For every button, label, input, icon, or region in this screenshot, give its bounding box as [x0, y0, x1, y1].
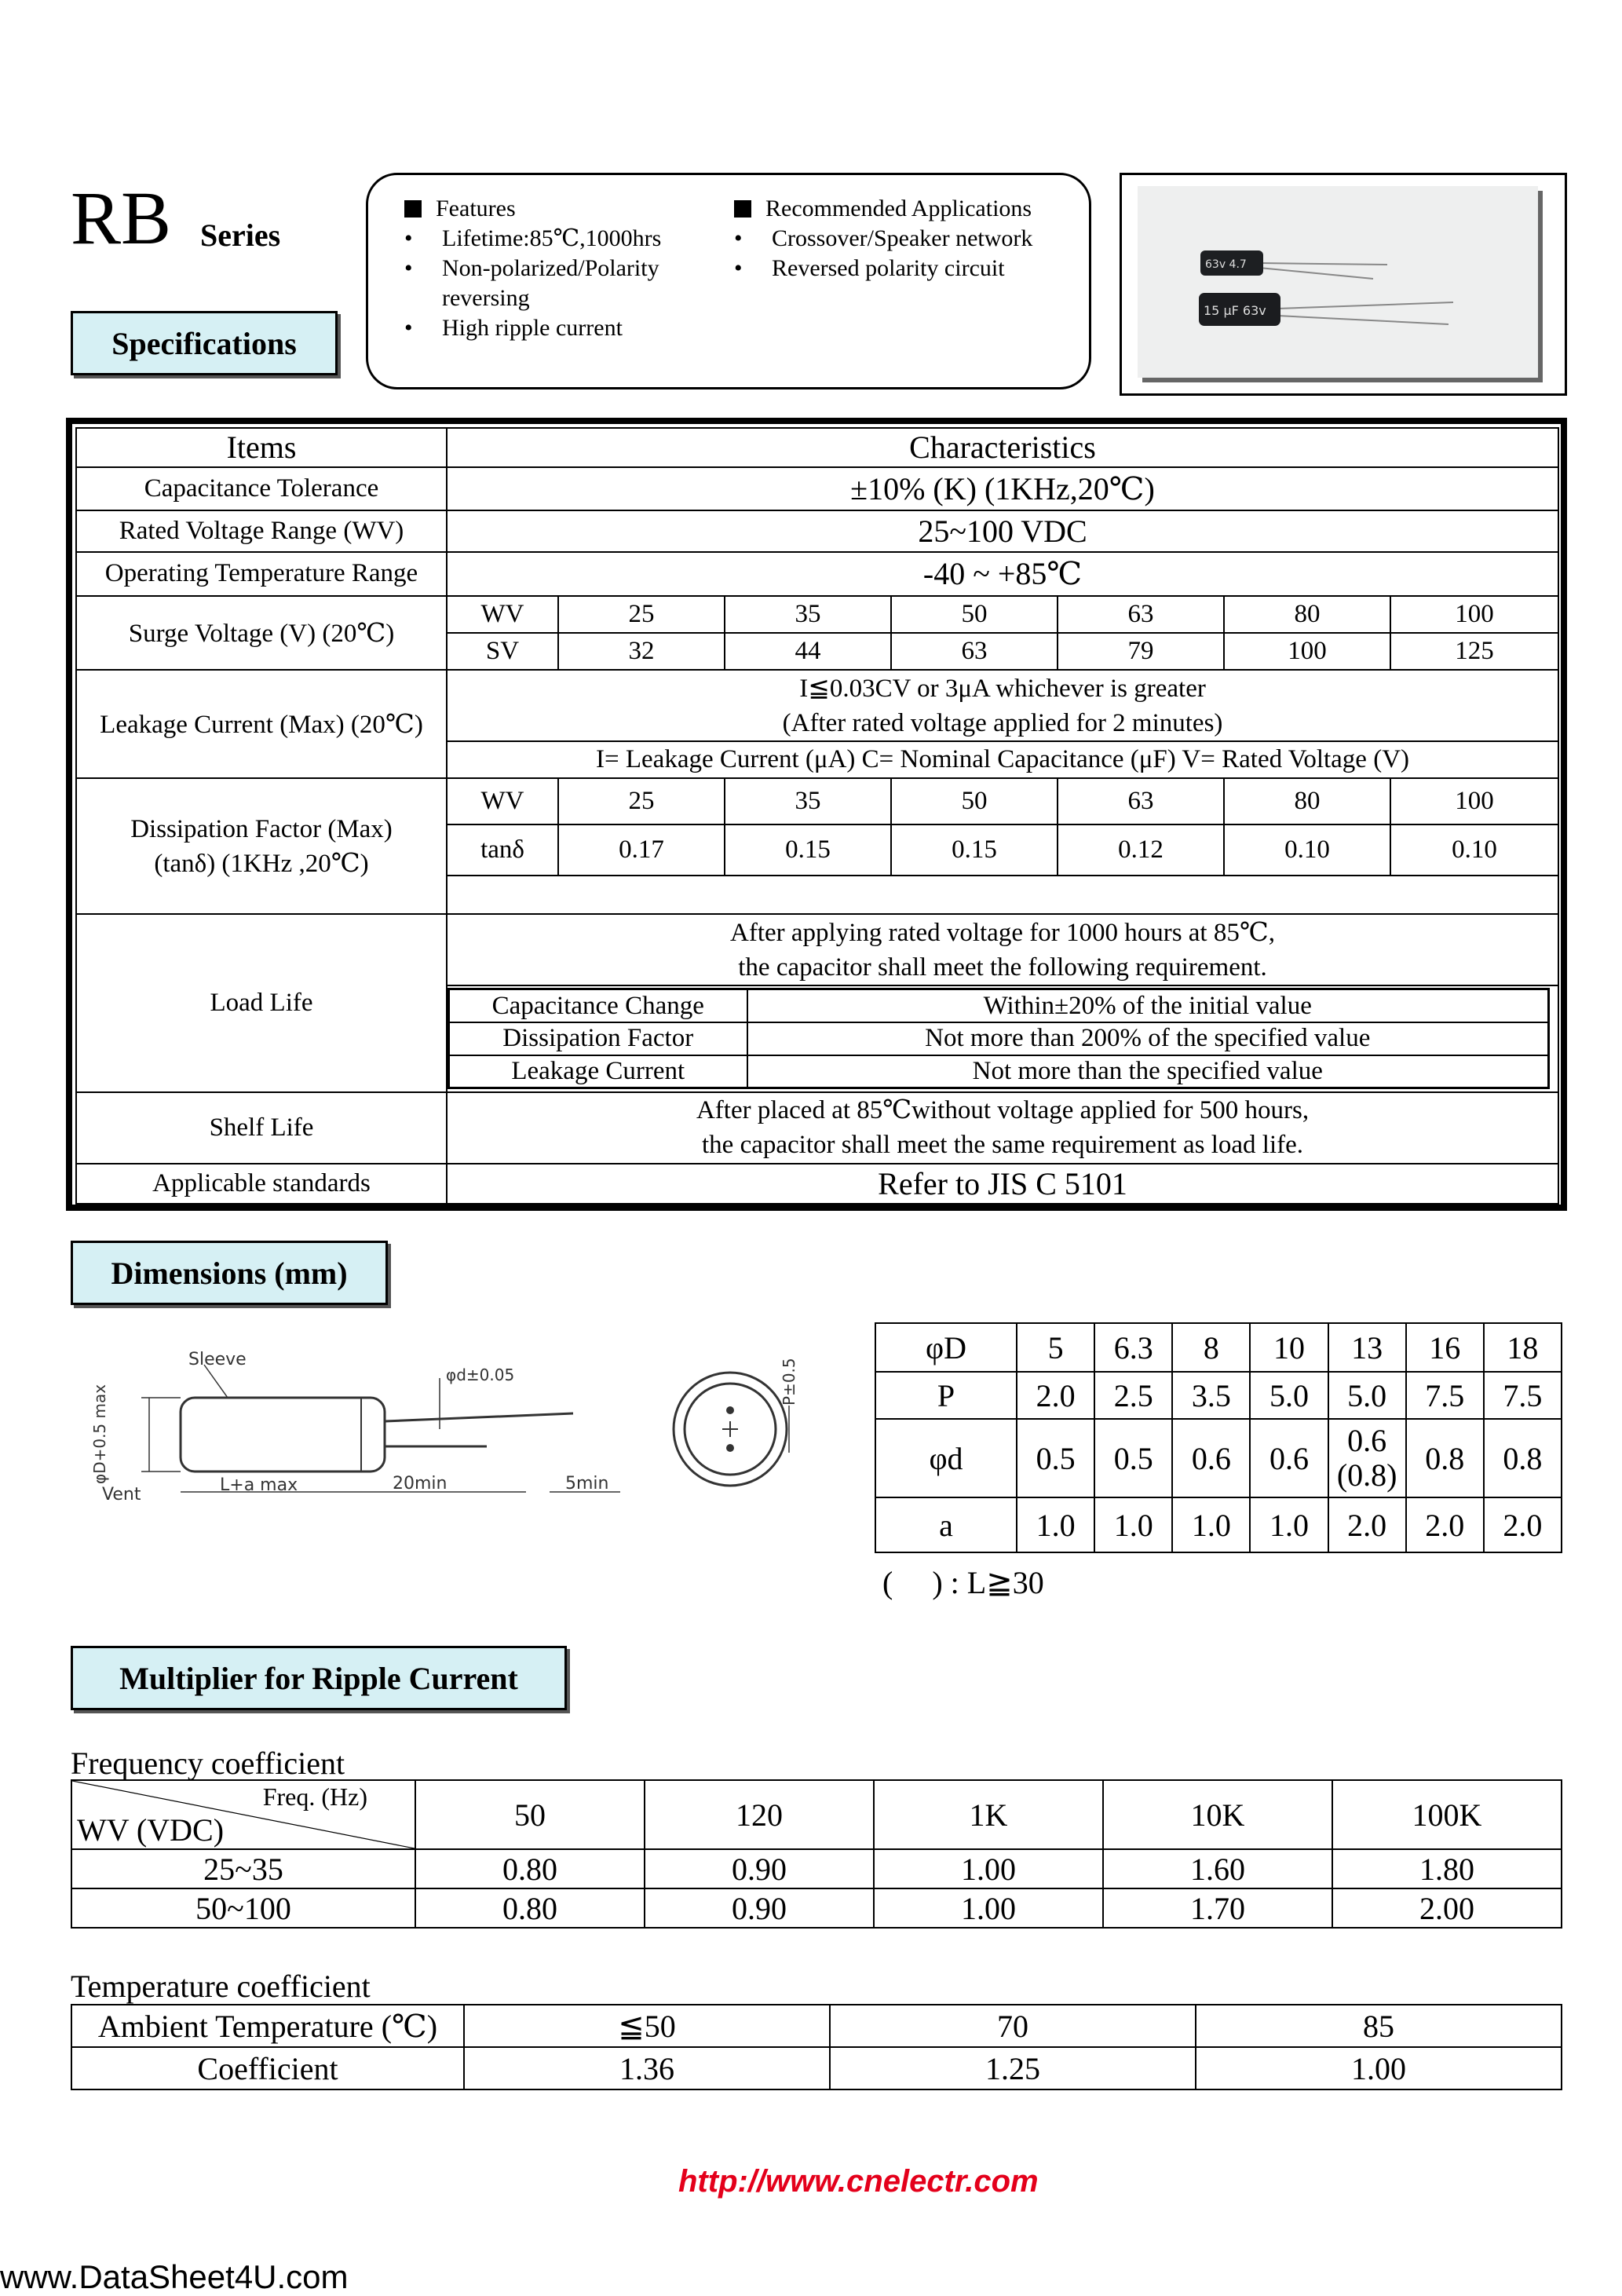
col-characteristics: Characteristics [447, 428, 1558, 467]
dim-cell: 6.3 [1094, 1323, 1172, 1372]
application-item: Reversed polarity circuit [772, 255, 1005, 281]
df-tan: 0.12 [1058, 824, 1224, 876]
specifications-title: Specifications [71, 311, 338, 375]
features-box [366, 173, 1091, 389]
freq-cell: 0.80 [415, 1849, 645, 1888]
svg-text:15 μF 63v: 15 μF 63v [1204, 303, 1266, 318]
dim-cell: 2.5 [1094, 1372, 1172, 1419]
feature-item: Lifetime:85℃,1000hrs [442, 225, 662, 251]
square-bullet-icon [734, 200, 751, 218]
df-wv: 50 [891, 778, 1058, 824]
df-label2: (tanδ) (1KHz ,20℃) [154, 849, 369, 878]
freq-corner-cell [71, 1780, 415, 1849]
dim-cell: 7.5 [1484, 1372, 1562, 1419]
freq-header: 50 [415, 1780, 645, 1849]
feature-item: Non-polarized/Polarity [442, 255, 659, 281]
dim-cell-alt: (0.8) [1336, 1457, 1397, 1493]
features-heading: Features [436, 196, 516, 221]
application-item: Crossover/Speaker network [772, 225, 1033, 251]
temp-header: 70 [830, 2005, 1196, 2047]
lead-min-label: 20min [393, 1474, 448, 1493]
temp-header-label: Ambient Temperature (℃) [71, 2005, 464, 2047]
applications-heading: Recommended Applications [765, 196, 1032, 221]
df-blank-row [447, 876, 1558, 914]
df-tan: 0.10 [1390, 824, 1558, 876]
freq-corner-top: Freq. (Hz) [262, 1782, 367, 1811]
dim-cell: 0.6 [1250, 1419, 1328, 1497]
dim-header-a: a [875, 1497, 1017, 1552]
temp-header: ≦50 [464, 2005, 830, 2047]
voltage-label: Rated Voltage Range (WV) [76, 510, 447, 552]
surge-wv: 80 [1224, 596, 1390, 633]
coef-cell: 1.25 [830, 2047, 1196, 2089]
dim-cell-main: 0.6 [1347, 1423, 1387, 1458]
freq-header: 1K [874, 1780, 1103, 1849]
dim-cell: 0.8 [1406, 1419, 1484, 1497]
df-wv: 80 [1224, 778, 1390, 824]
coef-cell: 1.00 [1196, 2047, 1562, 2089]
dim-cell: 10 [1250, 1323, 1328, 1372]
freq-cell: 0.80 [415, 1888, 645, 1928]
series-code: RB [71, 176, 172, 260]
square-bullet-icon [404, 200, 422, 218]
leak-label: Leakage Current (Max) (20℃) [76, 670, 447, 778]
df-tan: 0.17 [558, 824, 725, 876]
lead-dia-label: φd±0.05 [446, 1366, 515, 1384]
load-line2: the capacitor shall meet the following requirement. [738, 952, 1267, 982]
dim-cell: 13 [1328, 1323, 1406, 1372]
cap-tol-value: ±10% (K) (1KHz,20℃) [447, 467, 1558, 510]
surge-wv: 25 [558, 596, 725, 633]
dim-header-phiD: φD [875, 1323, 1017, 1372]
leak-line1: I≦0.03CV or 3μA whichever is greater [799, 674, 1206, 703]
dim-cell: 5 [1017, 1323, 1094, 1372]
freq-header: 100K [1332, 1780, 1562, 1849]
surge-sv: 79 [1058, 633, 1224, 670]
series-word: Series [200, 218, 281, 253]
freq-table [71, 1779, 1562, 1929]
temp-table [71, 2004, 1562, 2090]
dim-cell: 18 [1484, 1323, 1562, 1372]
dim-cell: 3.5 [1172, 1372, 1250, 1419]
dim-cell: 0.5 [1017, 1419, 1094, 1497]
df-wv: 35 [725, 778, 891, 824]
freq-caption: Frequency coefficient [71, 1746, 345, 1781]
df-wv: 63 [1058, 778, 1224, 824]
freq-cell: 0.90 [645, 1849, 874, 1888]
load-req: Not more than the specified value [747, 1055, 1549, 1088]
df-label1: Dissipation Factor (Max) [130, 814, 393, 843]
surge-wv-label: WV [447, 596, 558, 633]
dim-cell: 1.0 [1094, 1497, 1172, 1552]
dim-header-phid: φd [875, 1419, 1017, 1497]
freq-cell: 0.90 [645, 1888, 874, 1928]
dim-header-P: P [875, 1372, 1017, 1419]
dim-cell: 0.5 [1094, 1419, 1172, 1497]
df-tan-label: tanδ [447, 824, 558, 876]
dimensions-title: Dimensions (mm) [71, 1241, 388, 1305]
surge-sv: 44 [725, 633, 891, 670]
product-photo [1138, 186, 1538, 378]
dim-cell: 1.0 [1172, 1497, 1250, 1552]
temp-value: -40 ~ +85℃ [447, 552, 1558, 597]
dim-cell: 0.8 [1484, 1419, 1562, 1497]
dim-cell: 5.0 [1250, 1372, 1328, 1419]
product-photo-frame [1120, 173, 1567, 396]
sleeve-label: Sleeve [188, 1350, 247, 1369]
dim-cell: 0.6 [1172, 1419, 1250, 1497]
spec-table [75, 427, 1559, 1205]
surge-wv: 50 [891, 596, 1058, 633]
df-wv: 25 [558, 778, 725, 824]
df-wv-label: WV [447, 778, 558, 824]
dim-cell: 2.0 [1484, 1497, 1562, 1552]
coef-cell: 1.36 [464, 2047, 830, 2089]
df-wv: 100 [1390, 778, 1558, 824]
voltage-value: 25~100 VDC [447, 510, 1558, 552]
capacitor-end-view-icon [659, 1335, 840, 1515]
lead-end-label: 5min [565, 1474, 609, 1493]
temp-caption: Temperature coefficient [71, 1969, 371, 2004]
dim-cell: 2.0 [1017, 1372, 1094, 1419]
surge-wv: 63 [1058, 596, 1224, 633]
surge-sv: 63 [891, 633, 1058, 670]
dim-cell: 8 [1172, 1323, 1250, 1372]
footer-watermark: www.DataSheet4U.com [0, 2258, 349, 2295]
dimensions-table [875, 1322, 1562, 1553]
surge-wv: 35 [725, 596, 891, 633]
pitch-label: P±0.5 [780, 1358, 798, 1406]
load-line1: After applying rated voltage for 1000 hours at 85℃, [730, 918, 1276, 947]
leak-line2: (After rated voltage applied for 2 minutes) [782, 708, 1223, 737]
load-item: Leakage Current [449, 1055, 747, 1088]
df-tan: 0.15 [891, 824, 1058, 876]
df-label [76, 778, 447, 914]
load-item: Dissipation Factor [449, 1022, 747, 1055]
freq-cell: 1.80 [1332, 1849, 1562, 1888]
leak-line3: I= Leakage Current (μA) C= Nominal Capacitance (μF) V= Rated Voltage (V) [447, 741, 1558, 778]
freq-header: 120 [645, 1780, 874, 1849]
col-items: Items [76, 428, 447, 467]
dim-cell: 2.0 [1406, 1497, 1484, 1552]
load-req: Not more than 200% of the specified value [747, 1022, 1549, 1055]
dim-cell: 1.0 [1017, 1497, 1094, 1552]
dim-cell: 5.0 [1328, 1372, 1406, 1419]
vent-label: Vent [102, 1485, 141, 1504]
std-label: Applicable standards [76, 1164, 447, 1204]
shelf-label: Shelf Life [76, 1092, 447, 1164]
shelf-line2: the capacitor shall meet the same requirement as load life. [702, 1131, 1304, 1160]
freq-cell: 1.00 [874, 1888, 1103, 1928]
dim-cell: 2.0 [1328, 1497, 1406, 1552]
freq-cell: 1.70 [1103, 1888, 1332, 1928]
coef-label: Coefficient [71, 2047, 464, 2089]
applications-list: Recommended Applications • Crossover/Speaker network • Reversed polarity circuit [734, 196, 1033, 281]
length-label: L+a max [220, 1475, 298, 1495]
temp-header: 85 [1196, 2005, 1562, 2047]
svg-text:63v 4.7: 63v 4.7 [1205, 258, 1247, 271]
dia-label: φD+0.5 max [90, 1384, 109, 1484]
surge-sv: 100 [1224, 633, 1390, 670]
ripple-title: Multiplier for Ripple Current [71, 1646, 567, 1710]
df-tan: 0.15 [725, 824, 891, 876]
dim-cell: 7.5 [1406, 1372, 1484, 1419]
freq-cell: 1.60 [1103, 1849, 1332, 1888]
freq-corner-bottom: WV (VDC) [77, 1812, 225, 1848]
freq-header: 10K [1103, 1780, 1332, 1849]
load-requirements-table [448, 988, 1550, 1089]
load-label: Load Life [76, 914, 447, 1092]
features-list: Features • Lifetime:85℃,1000hrs • Non-polarized/Polarity reversing • High ripple current [404, 196, 662, 341]
surge-sv: 32 [558, 633, 725, 670]
freq-cell: 1.00 [874, 1849, 1103, 1888]
load-requirements-cell [447, 985, 1558, 1091]
cap-tol-label: Capacitance Tolerance [76, 467, 447, 510]
capacitor-drawing-icon [71, 1343, 644, 1523]
dim-cell: 16 [1406, 1323, 1484, 1372]
surge-sv: 125 [1390, 633, 1558, 670]
shelf-line1: After placed at 85℃without voltage applied for 500 hours, [696, 1096, 1310, 1125]
load-item: Capacitance Change [449, 989, 747, 1022]
surge-wv: 100 [1390, 596, 1558, 633]
dim-cell [1328, 1419, 1406, 1497]
temp-label: Operating Temperature Range [76, 552, 447, 597]
freq-row-wv: 25~35 [71, 1849, 415, 1888]
footer-url-link[interactable]: http://www.cnelectr.com [678, 2164, 1039, 2199]
load-text [447, 914, 1558, 985]
capacitor-photo-icon [1138, 186, 1538, 378]
surge-label: Surge Voltage (V) (20℃) [76, 596, 447, 670]
surge-sv-label: SV [447, 633, 558, 670]
std-value: Refer to JIS C 5101 [447, 1164, 1558, 1204]
shelf-text [447, 1092, 1558, 1164]
dimensions-note: ( ) : L≧30 [882, 1565, 1044, 1600]
spec-table-frame [66, 418, 1567, 1211]
freq-cell: 2.00 [1332, 1888, 1562, 1928]
freq-row-wv: 50~100 [71, 1888, 415, 1928]
dim-cell: 1.0 [1250, 1497, 1328, 1552]
load-req: Within±20% of the initial value [747, 989, 1549, 1022]
df-tan: 0.10 [1224, 824, 1390, 876]
leak-formula [447, 670, 1558, 741]
feature-item: High ripple current [442, 315, 623, 341]
feature-item: reversing [442, 285, 530, 311]
